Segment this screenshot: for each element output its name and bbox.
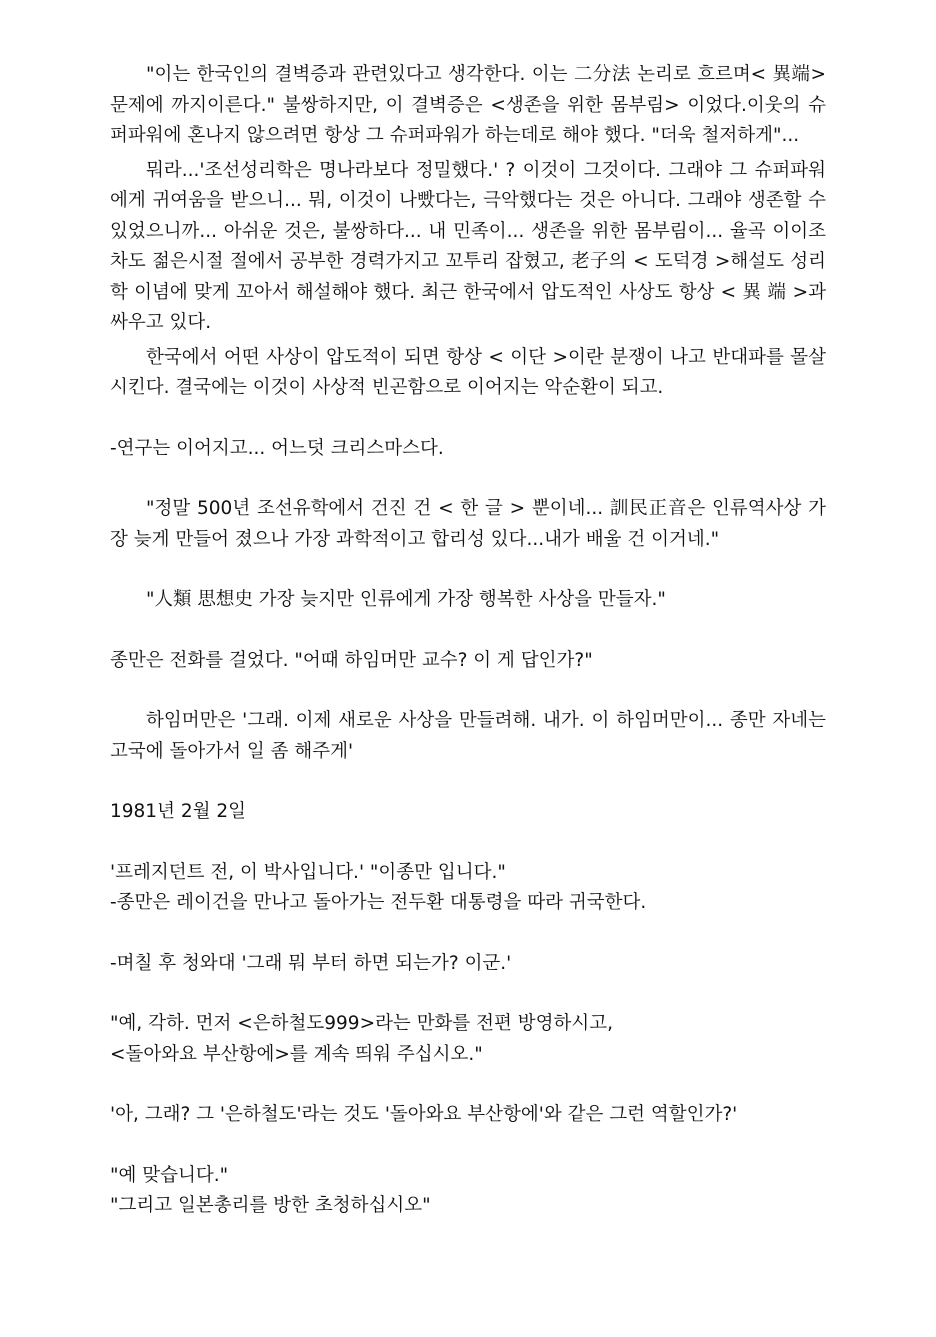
paragraph-12: -며칠 후 청와대 '그래 뭐 부터 하면 되는가? 이군.' xyxy=(110,952,512,974)
date-line: 1981년 2월 2일 xyxy=(110,801,246,822)
paragraph-15: '아, 그래? 그 '은하철도'라는 것도 '돌아와요 부산항에'와 같은 그런 역할인가?' xyxy=(110,1104,738,1125)
paragraph-13: "예, 각하. 먼저 <은하철도999>라는 만화를 전편 방영하시고, xyxy=(110,1013,614,1034)
paragraph-10: '프레지던트 전, 이 박사입니다.' "이종만 입니다." xyxy=(110,861,506,883)
paragraph-3: 한국에서 어떤 사상이 압도적이 되면 항상 < 이단 >이란 분쟁이 나고 반대파를 몰살시킨다. 결국에는 이것이 사상적 빈곤함으로 이어지는 악순환이 되고. xyxy=(110,346,826,398)
document-page xyxy=(110,60,826,1222)
paragraph-2: 뭐라...'조선성리학은 명나라보다 정밀했다.' ? 이것이 그것이다. 그래야 그 슈퍼파워에게 귀여움을 받으니... 뭐, 이것이 나빴다는, 극악했다는 것은 아니다. 그래야 생존할 수 있었으니까... 아쉬운 것은, 불쌍하다... 내 민족이... 생존을 위한 몸부림이... 율곡 이이조차도 젊은시절 절에서 공부한 경력가지고 꼬투리 잡혔고, 老子의 < 도덕경 >해설도 성리학 이념에 맞게 꼬아서 해설해야 했다. 최근 한국에서 압도적인 사상도 항상 < 異 端 >과 싸우고 있다. xyxy=(110,159,826,333)
paragraph-6: "人類 思想史 가장 늦지만 인류에게 가장 행복한 사상을 만들자." xyxy=(146,589,666,610)
paragraph-4: -연구는 이어지고... 어느덧 크리스마스다. xyxy=(110,437,444,459)
paragraph-5: "정말 500년 조선유학에서 건진 건 < 한 글 > 뿐이네... 訓民正音은 인류역사상 가장 늦게 만들어 졌으나 가장 과학적이고 합리성 있다...내가 배울 건 이거네." xyxy=(110,498,826,550)
paragraph-14: <돌아와요 부산항에>를 계속 띄워 주십시오." xyxy=(110,1043,483,1065)
paragraph-11: -종만은 레이건을 만나고 돌아가는 전두환 대통령을 따라 귀국한다. xyxy=(110,892,647,913)
paragraph-17: "그리고 일본총리를 방한 초청하십시오" xyxy=(110,1195,431,1216)
paragraph-8: 하임머만은 '그래. 이제 새로운 사상을 만들려해. 내가. 이 하임머만이... 종만 자네는 고국에 돌아가서 일 좀 해주게' xyxy=(110,710,826,762)
paragraph-16: "예 맞습니다." xyxy=(110,1164,229,1186)
paragraph-1: "이는 한국인의 결벽증과 관련있다고 생각한다. 이는 二分法 논리로 흐르며< 異端> 문제에 까지이른다." 불쌍하지만, 이 결벽증은 <생존을 위한 몸부림> 이었다.이웃의 슈퍼파워에 혼나지 않으려면 항상 그 슈퍼파워가 하는데로 해야 했다. "더욱 철저하게"... xyxy=(110,64,826,146)
paragraph-7: 종만은 전화를 걸었다. "어때 하임머만 교수? 이 게 답인가?" xyxy=(110,649,593,671)
